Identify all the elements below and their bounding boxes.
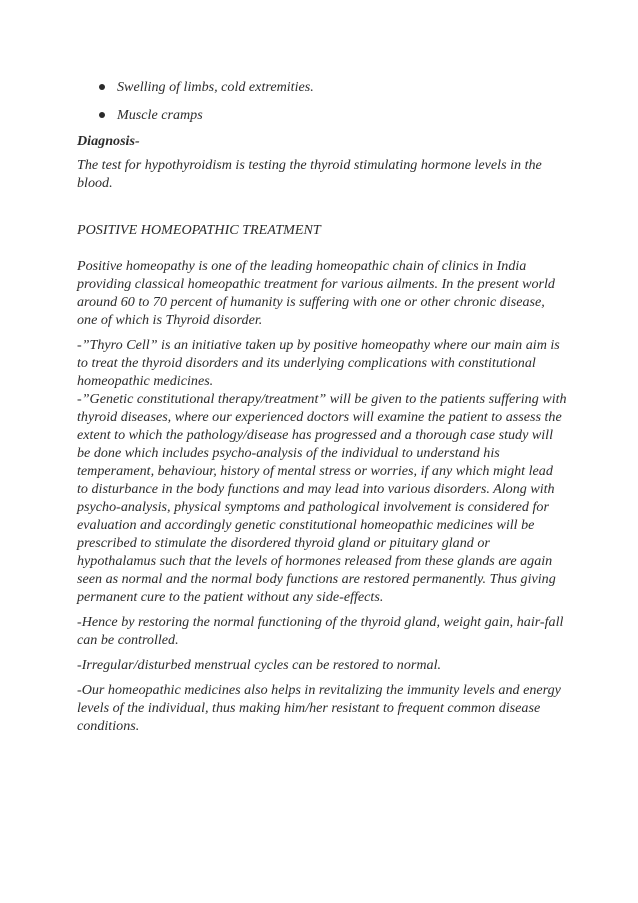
- symptom-list: [77, 78, 567, 124]
- list-item: [77, 106, 567, 124]
- diagnosis-text: The test for hypothyroidism is testing the thyroid stimulating hormone levels in the blood.: [77, 157, 542, 191]
- restore-thyroid-paragraph: -Hence by restoring the normal functioning of the thyroid gland, weight gain, hair-fall can be controlled.: [77, 614, 564, 648]
- bullet-icon: [99, 84, 105, 90]
- immunity-paragraph: -Our homeopathic medicines also helps in revitalizing the immunity levels and energy levels of the individual, thus making him/her resistant to frequent common disease conditions.: [77, 682, 561, 734]
- menstrual-paragraph: -Irregular/disturbed menstrual cycles can be restored to normal.: [77, 657, 442, 673]
- list-item-text: Muscle cramps: [117, 107, 203, 123]
- intro-paragraph: Positive homeopathy is one of the leading homeopathic chain of clinics in India providing classical homeopathic treatment for various ailments. In the present world around 60 to 70 percent of humanity is suffering with one or other chronic disease, one of which is Thyroid disorder.: [77, 258, 555, 328]
- thyro-cell-paragraph: -”Thyro Cell” is an initiative taken up by positive homeopathy where our main aim is to treat the thyroid disorders and its underlying complications with constitutional homeopathic medicines.: [77, 337, 560, 389]
- list-item-text: Swelling of limbs, cold extremities.: [117, 79, 314, 95]
- page-content: [77, 78, 567, 742]
- section-title: POSITIVE HOMEOPATHIC TREATMENT: [77, 222, 321, 238]
- bullet-icon: [99, 112, 105, 118]
- list-item: [77, 78, 567, 96]
- diagnosis-heading: Diagnosis-: [77, 133, 140, 149]
- genetic-therapy-paragraph: -”Genetic constitutional therapy/treatment” will be given to the patients suffering with thyroid diseases, where our experienced doctors will examine the patient to assess the extent to which the pathology/disease has progressed and a thorough case study will be done which includes psycho-analysis of the individual to understand his temperament, behaviour, history of mental stress or worries, if any which might lead to disturbance in the body functions and may lead into various disorders. Along with psycho-analysis, physical symptoms and pathological involvement is considered for evaluation and accordingly genetic constitutional homeopathic medicines will be prescribed to stimulate the disordered thyroid gland or pituitary gland or hypothalamus such that the levels of hormones released from these glands are again seen as normal and the normal body functions are restored permanently. Thus giving permanent cure to the patient without any side-effects.: [77, 391, 567, 605]
